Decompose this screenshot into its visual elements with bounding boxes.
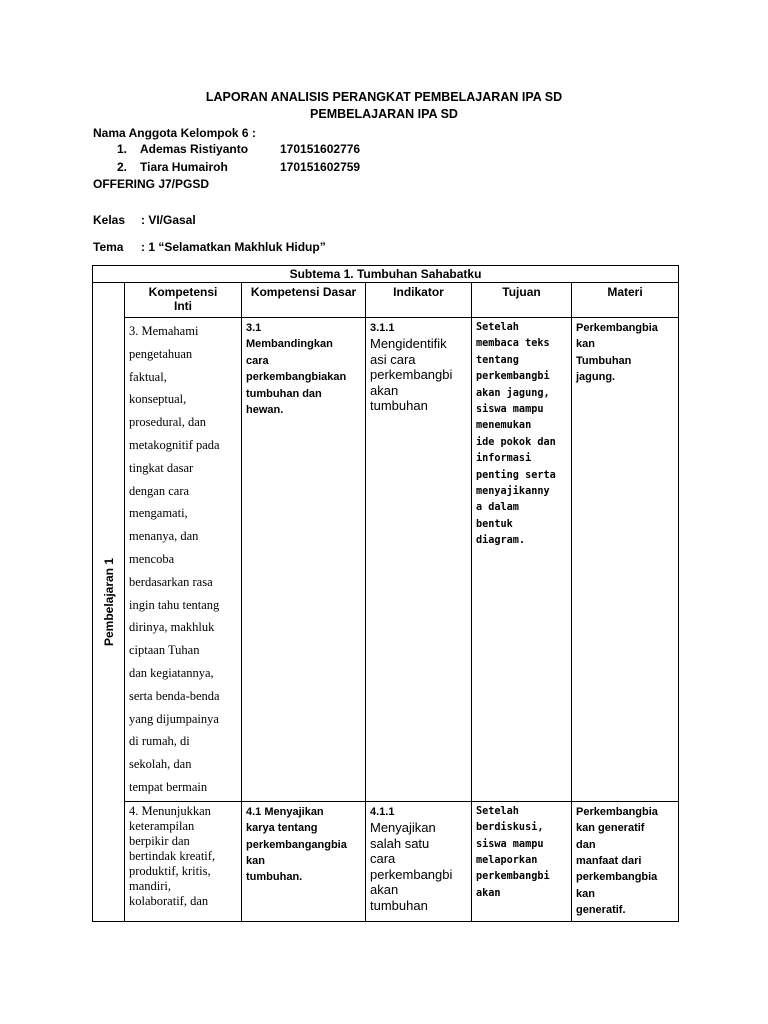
- table-row: [93, 318, 679, 802]
- header-tujuan: Tujuan: [472, 283, 572, 318]
- tema-value: : 1 “Selamatkan Makhluk Hidup”: [141, 240, 326, 254]
- offering-label: OFFERING J7/PGSD: [93, 177, 210, 191]
- row2-ki: 4. Menunjukkan keterampilan berpikir dan bertindak kreatif, produktif, kritis, mandiri, kolaboratif, dan: [125, 801, 242, 921]
- member-2-name: Tiara Humairoh: [140, 160, 228, 174]
- member-2-nim: 170151602759: [280, 160, 361, 174]
- row1-kd: 3.1 Membandingkan cara perkembangbiakan tumbuhan dan hewan.: [242, 318, 366, 802]
- row2-materi: Perkembangbia kan generatif dan manfaat dari perkembangbia kan generatif.: [572, 801, 679, 921]
- row1-ki: 3. Memahami pengetahuan faktual, konseptual, prosedural, dan metakognitif pada tingkat dasar dengan cara mengamati, menanya, dan mencoba berdasarkan rasa ingin tahu tentang dirinya, makhluk ciptaan Tuhan dan kegiatannya, serta benda-benda yang dijumpainya di rumah, di sekolah, dan tempat bermain: [125, 318, 242, 802]
- table-row: [93, 801, 679, 921]
- analysis-table: [92, 265, 679, 922]
- header-kompetensi-dasar: Kompetensi Dasar: [242, 283, 366, 318]
- row1-indikator: 3.1.1 Mengidentifik asi cara perkembangbi akan tumbuhan: [366, 318, 472, 802]
- pembelajaran-label: Pembelajaran 1: [101, 557, 116, 646]
- header-kompetensi-inti: Kompetensi Inti: [125, 283, 242, 318]
- header-materi: Materi: [572, 283, 679, 318]
- kelas-value: : VI/Gasal: [141, 213, 196, 227]
- row2-tujuan: Setelah berdiskusi, siswa mampu melaporkan perkembangbi akan: [472, 801, 572, 921]
- member-1-number: 1.: [117, 142, 128, 156]
- member-1-name: Ademas Ristiyanto: [140, 142, 249, 156]
- row2-kd: 4.1 Menyajikan karya tentang perkembangangbia kan tumbuhan.: [242, 801, 366, 921]
- document-title: LAPORAN ANALISIS PERANGKAT PEMBELAJARAN IPA SD: [205, 90, 563, 104]
- subtema-heading: Subtema 1. Tumbuhan Sahabatku: [93, 266, 679, 283]
- member-2-number: 2.: [117, 160, 128, 174]
- pembelajaran-cell: [93, 283, 125, 922]
- header-indikator: Indikator: [366, 283, 472, 318]
- row2-indikator: 4.1.1 Menyajikan salah satu cara perkembangbi akan tumbuhan: [366, 801, 472, 921]
- group-label: Nama Anggota Kelompok 6 :: [93, 126, 256, 140]
- document-subtitle: PEMBELAJARAN IPA SD: [310, 107, 458, 121]
- member-1-nim: 170151602776: [280, 142, 361, 156]
- row1-tujuan: Setelah membaca teks tentang perkembangbi akan jagung, siswa mampu menemukan ide pokok dan informasi penting serta menyajikanny a dalam bentuk diagram.: [472, 318, 572, 802]
- kelas-label: Kelas: [93, 213, 126, 227]
- tema-label: Tema: [93, 240, 124, 254]
- row1-materi: Perkembangbia kan Tumbuhan jagung.: [572, 318, 679, 802]
